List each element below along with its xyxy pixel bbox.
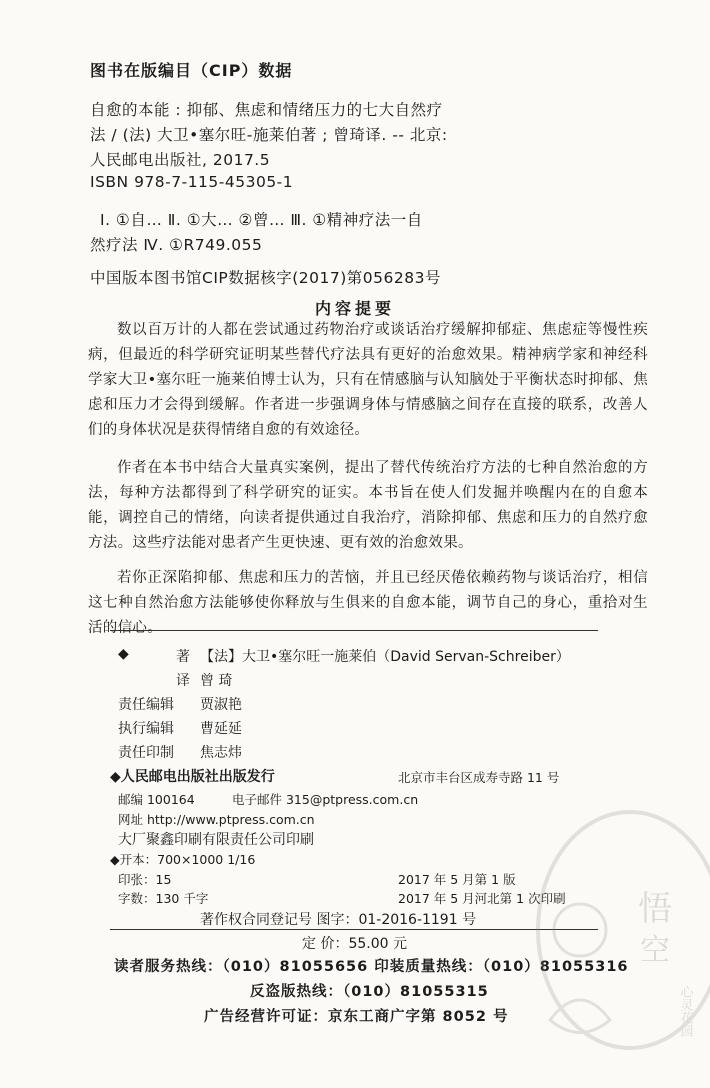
book-format: ◆开本：700×1000 1/16 [110,852,256,867]
book-printing: 2017 年 5 月河北第 1 次印刷 [398,891,566,906]
credits-bullet: ◆ [118,646,129,662]
cip-line-5: Ⅰ. ①自… Ⅱ. ①大… ②曾… Ⅲ. ①精神疗法一自 [100,211,423,229]
exec-editor-role: 执行编辑 [118,721,174,737]
print-name: 焦志炜 [200,745,242,761]
copyright-registration: 著作权合同登记号 图字：01-2016-1191 号 [200,912,477,928]
publisher-postcode: 邮编 100164 [118,792,195,807]
watermark-char-2: 空 [640,933,670,968]
author-name: 【法】大卫•塞尔旺一施莱伯（David Servan-Schreiber） [200,649,570,665]
summary-paragraph-1: 数以百万计的人都在尝试通过药物治疗或谈话治疗缓解抑郁症、焦虑症等慢性疾病，但最近的科学研究证明某些替代疗法具有更好的治愈效果。精神病学家和神经科学家大卫•塞尔旺一施莱伯博士认为，只有在情感脑与认知脑处于平衡状态时抑郁、焦虑和压力才会得到缓解。作者进一步强调身体与情感脑之间存在直接的联系，改善人们的身体状况是获得情绪自愈的有效途径。 [88,322,648,438]
translator-name: 曾 琦 [200,673,233,689]
translator-role: 译 [176,673,190,689]
book-edition: 2017 年 5 月第 1 版 [398,872,516,887]
publisher-website: 网址 http://www.ptpress.com.cn [118,812,315,827]
publisher-name: ◆人民邮电出版社出版发行 [110,769,275,785]
cip-line-4: ISBN 978-7-115-45305-1 [90,173,294,191]
publisher-email: 电子邮件 315@ptpress.com.cn [232,792,419,807]
watermark-char-1: 悟 [638,889,672,929]
exec-editor-name: 曹延延 [200,721,242,737]
cip-line-3: 人民邮电出版社, 2017.5 [90,151,271,169]
book-sheets: 印张：15 [118,872,172,887]
cip-line-1: 自愈的本能 : 抑郁、焦虑和情绪压力的七大自然疗 [90,101,443,119]
summary-heading: 内容提要 [314,299,395,318]
book-words: 字数：130 千字 [118,891,209,906]
publisher-address: 北京市丰台区成寿寺路 11 号 [398,770,560,785]
cip-line-6: 然疗法 Ⅳ. ①R749.055 [90,236,263,254]
editor-name: 贾淑艳 [200,697,242,713]
divider-top [110,630,598,631]
watermark-seal-icon [520,810,710,1070]
print-role: 责任印制 [118,745,174,761]
cip-data-number: 中国版本图书馆CIP数据核字(2017)第056283号 [90,269,441,287]
summary-paragraph-2: 作者在本书中结合大量真实案例，提出了替代传统治疗方法的七种自然治愈的方法，每种方法都得到了科学研究的证实。本书旨在使人们发掘并唤醒内在的自愈本能，调控自己的情绪，向读者提供通过自我治疗，消除抑郁、焦虑和压力的自然疗愈方法。这些疗法能对患者产生更快速、更有效的治愈效果。 [88,460,648,551]
cip-line-2: 法 / (法) 大卫•塞尔旺-施莱伯著 ; 曾琦译. -- 北京: [90,126,448,144]
printer-name: 大厂聚鑫印刷有限责任公司印刷 [118,832,314,848]
watermark-caption: 心灵花园 [677,985,693,1037]
author-role: 著 [176,649,190,665]
summary-paragraph-3: 若你正深陷抑郁、焦虑和压力的苦恼，并且已经厌倦依赖药物与谈话治疗，相信这七种自然治愈方法能够使你释放与生俱来的自愈本能，调节自己的身心，重拾对生活的信心。 [88,570,648,636]
service-hotline: 读者服务热线：（010）81055656 印装质量热线：（010）81055316 [114,959,629,975]
editor-role: 责任编辑 [118,697,174,713]
antipiracy-hotline: 反盗版热线：（010）81055315 [250,984,489,1000]
cip-title: 图书在版编目（CIP）数据 [90,61,293,80]
price: 定 价：55.00 元 [302,936,407,952]
ad-license: 广告经营许可证：京东工商广字第 8052 号 [204,1009,509,1025]
